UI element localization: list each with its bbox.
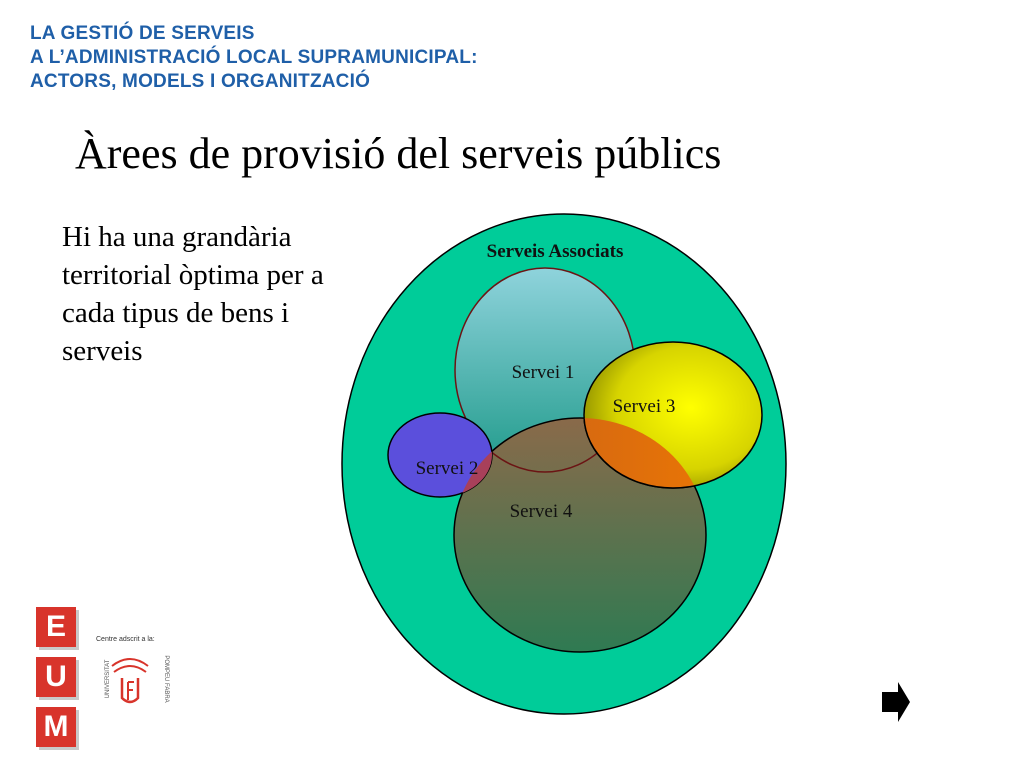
header-line-3: ACTORS, MODELS I ORGANITZACIÓ — [30, 71, 371, 92]
upf-logo — [96, 636, 171, 716]
intro-text: Hi ha una grandària territorial òptima per a cada tipus de bens i serveis — [62, 221, 324, 367]
label-serveis-associats: Serveis Associats — [486, 241, 624, 262]
upf-adscrit-text: Centre adscrit a la: — [96, 636, 155, 643]
upf-mark-icon — [108, 652, 152, 710]
upf-university-text: UNIVERSITAT — [105, 659, 111, 699]
eum-letter-e: E — [36, 607, 76, 647]
label-servei-3: Servei 3 — [612, 396, 676, 417]
label-servei-2: Servei 2 — [415, 458, 479, 479]
slide-title: Àrees de provisió del serveis públics — [75, 129, 722, 178]
label-servei-1: Servei 1 — [511, 362, 575, 383]
eum-letter-u: U — [36, 657, 76, 697]
header-line-2: A L’ADMINISTRACIÓ LOCAL SUPRAMUNICIPAL: — [30, 47, 478, 68]
upf-name-text: POMPEU FABRA — [163, 655, 169, 703]
label-servei-4: Servei 4 — [509, 501, 573, 522]
eum-letter-m: M — [36, 707, 76, 747]
header-line-1: LA GESTIÓ DE SERVEIS — [30, 23, 255, 44]
next-arrow-icon[interactable] — [880, 680, 912, 724]
